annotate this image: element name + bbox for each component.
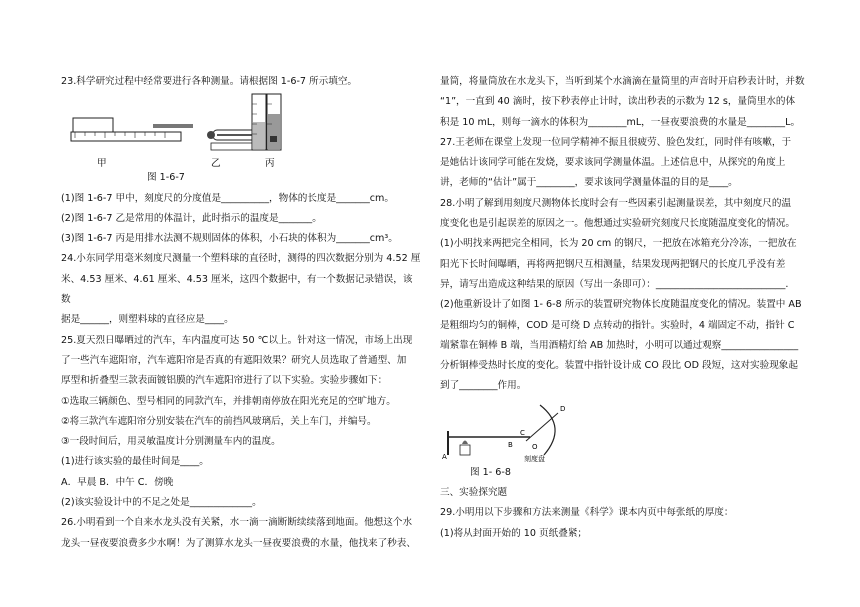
fig-label-bing: 丙	[265, 158, 275, 170]
q25-line1: 25.夏天烈日曝晒过的汽车，车内温度可达 50 ℃以上。针对这一情况，市场上出现	[61, 334, 413, 346]
q25-line2: 了一些汽车遮阳帘，汽车遮阳帘是否真的有遮阳效果？研究人员选取了普通型、加	[61, 354, 407, 366]
figure-1-6-8-drawing	[440, 397, 590, 463]
q24-line1: 24.小东同学用毫米刻度尺测量一个塑料球的直径时，测得的四次数据分别为 4.52 厘	[61, 253, 421, 265]
figure-1-6-7	[61, 92, 421, 172]
q23-part1: (1)图 1-6-7 甲中，刻度尺的分度值是__________，物体的长度是_______cm。	[61, 192, 394, 204]
q25-part2: (2)该实验设计中的不足之处是_____________。	[61, 497, 262, 509]
fig-label-yi: 乙	[211, 158, 221, 170]
pointer-cod	[526, 413, 558, 441]
q26-line2: 龙头一昼夜要浪费多少水啊！为了测算水龙头一昼夜要浪费的水量，他找来了秒表、	[61, 537, 416, 549]
q28-line8: 端紧靠在铜棒 B 端，当用酒精灯给 AB 加热时，小明可以通过观察________________	[440, 339, 799, 351]
right-column	[440, 72, 808, 544]
q23-part3: (3)图 1-6-7 丙是用排水法测不规则固体的体积，小石块的体积为_______cm³。	[61, 233, 398, 245]
label-d: D	[560, 404, 566, 413]
q25-step2: ②将三款汽车遮阳帘分别安装在汽车的前挡风玻璃后，关上车门，并编号。	[61, 415, 377, 427]
q25-line3: 厚型和折叠型三款表面镀铝膜的汽车遮阳帘进行了以下实验。实验步骤如下：	[61, 375, 388, 387]
q28-line2: 度变化也是引起误差的原因之一。他想通过实验研究刻度尺长度随温度变化的情况。	[440, 218, 795, 230]
q27-line2: 是她估计该同学可能在发烧，要求该同学测量体温。上述信息中，从探究的角度上	[440, 157, 786, 169]
q28-line7: 是粗细均匀的铜棒，COD 是可绕 D 点转动的指针。实验时，4 端固定不动，指针 C	[440, 319, 795, 331]
q25-step3: ③一段时间后，用灵敏温度计分别测量车内的温度。	[61, 436, 281, 448]
fig-label-jia: 甲	[97, 158, 107, 170]
q25-step1: ①选取三辆颜色、型号相同的同款汽车，并排朝南停放在阳光充足的空旷地方。	[61, 395, 396, 407]
q28-line4: 阳光下长时间曝晒，再将两把钢尺互相测量，结果发现两把钢尺的长度几乎没有差	[440, 258, 786, 270]
q27-line1: 27.王老师在课堂上发现一位同学精神不振且很疲劳、脸色发红，同时伴有咳嗽，于	[440, 136, 792, 148]
alcohol-lamp	[460, 445, 470, 455]
figure-1-6-7-drawing	[61, 92, 421, 172]
label-b: B	[508, 440, 513, 449]
figure-1-6-8	[440, 397, 808, 463]
left-column	[61, 72, 421, 554]
q24-line2: 米、4.53 厘米、4.61 厘米、4.53 厘米，这四个数据中，有一个数据记录错误，该数	[61, 273, 413, 306]
q28-line3: (1)小明找来两把完全相同，长为 20 cm 的钢尺，一把放在冰箱充分冷冻，一把放在	[440, 238, 797, 250]
section-title: 三、实验探究题	[440, 487, 508, 499]
q28-line1: 28.小明了解到用刻度尺测物体长度时会有一些因素引起测量误差，其中刻度尺的温	[440, 197, 792, 209]
q26-line5: 积是 10 mL，则每一滴水的体积为________mL，一昼夜要浪费的水量是________L。	[440, 116, 801, 128]
q25-part1: (1)进行该实验的最佳时间是____。	[61, 456, 209, 468]
q28-line10: 到了________作用。	[440, 380, 527, 392]
fig-caption-1-6-7: 图 1-6-7	[147, 172, 185, 184]
label-o: O	[532, 442, 538, 451]
q25-options: A．早晨 B．中午 C．傍晚	[61, 476, 174, 488]
dial-label: 刻度盘	[524, 454, 545, 463]
q28-line9: 分析铜棒受热时长度的变化。装置中指针设计成 CO 段比 OD 段短，这对实验现象起	[440, 360, 798, 372]
flame	[462, 440, 468, 444]
q28-line6: (2)他重新设计了如图 1- 6-8 所示的装置研究物体长度随温度变化的情况。装置中 AB	[440, 299, 802, 311]
q23-part2: (2)图 1-6-7 乙是常用的体温计，此时指示的温度是_______。	[61, 212, 322, 224]
q29-part1: (1)将从封面开始的 10 页纸叠紧；	[440, 527, 588, 539]
label-a: A	[442, 452, 447, 461]
q28-line5: 异，请写出造成这种结果的原因（写出一条即可）：___________________________.	[440, 278, 789, 290]
graduated-cylinders-figure	[252, 94, 281, 150]
q29-stem: 29.小明用以下步骤和方法来测量《科学》课本内页中每张纸的厚度：	[440, 507, 734, 519]
label-c: C	[520, 428, 525, 437]
q24-line3: 据是______，则塑料球的直径应是____。	[61, 314, 234, 326]
q26-line1: 26.小明看到一个自来水龙头没有关紧，水一滴一滴断断续续落到地面。他想这个水	[61, 517, 413, 529]
ruler-figure	[71, 118, 193, 141]
q23-stem: 23.科学研究过程中经常要进行各种测量。请根据图 1-6-7 所示填空。	[61, 76, 358, 87]
fig-caption-1-6-8: 图 1- 6-8	[470, 466, 511, 478]
dial-arc	[540, 405, 555, 455]
q26-line4: “1”，一直到 40 滴时，按下秒表停止计时，读出秒表的示数为 12 s，量筒里水的体	[440, 96, 796, 108]
q26-line3: 量筒，将量筒放在水龙头下，当听到某个水滴滴在量筒里的声音时开启秒表计时，并数	[440, 76, 805, 87]
q27-line3: 讲，老师的“估计”属于________，要求该同学测量体温的目的是____。	[440, 177, 738, 189]
